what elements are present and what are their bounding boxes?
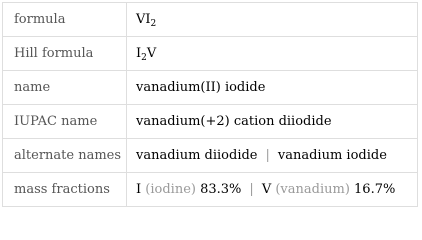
mass-fractions-separator: | <box>249 182 254 197</box>
properties-grid <box>2 2 418 207</box>
mass-fraction-percent-vanadium: 16.7% <box>354 182 396 197</box>
row-label-mass-fractions: mass fractions <box>3 173 127 207</box>
row-label-iupac-name: IUPAC name <box>3 105 127 139</box>
hill-formula-value <box>127 37 418 71</box>
row-label-alternate-names: alternate names <box>3 139 127 173</box>
formula-subscript: 2 <box>150 19 157 29</box>
mass-fraction-symbol-i: I <box>136 182 142 197</box>
table-row-iupac-name <box>3 105 418 139</box>
alternate-names-value <box>127 139 418 173</box>
table-row-formula <box>3 3 418 37</box>
row-label-hill-formula: Hill formula <box>3 37 127 71</box>
alternate-names-separator: | <box>265 148 270 163</box>
row-label-name: name <box>3 71 127 105</box>
mass-fraction-percent-iodine: 83.3% <box>200 182 242 197</box>
mass-fractions-value <box>127 173 418 207</box>
mass-fraction-symbol-v: V <box>261 182 272 197</box>
table-row-alternate-names <box>3 139 418 173</box>
mass-fraction-element-vanadium: (vanadium) <box>275 182 350 197</box>
hill-formula-part-2: V <box>146 46 157 61</box>
iupac-name-value: vanadium(+2) cation diiodide <box>127 105 418 139</box>
table-row-hill-formula <box>3 37 418 71</box>
formula-value <box>127 3 418 37</box>
alternate-name-1: vanadium diiodide <box>136 148 258 163</box>
table-row-name <box>3 71 418 105</box>
hill-formula-subscript: 2 <box>141 53 147 63</box>
properties-table <box>2 2 418 207</box>
mass-fraction-element-iodine: (iodine) <box>145 182 196 197</box>
hill-formula-part-1: I <box>136 46 142 61</box>
name-value: vanadium(II) iodide <box>127 71 418 105</box>
row-label-formula: formula <box>3 3 127 37</box>
table-row-mass-fractions <box>3 173 418 207</box>
alternate-name-2: vanadium iodide <box>277 148 387 163</box>
formula-main: VI <box>136 12 151 27</box>
